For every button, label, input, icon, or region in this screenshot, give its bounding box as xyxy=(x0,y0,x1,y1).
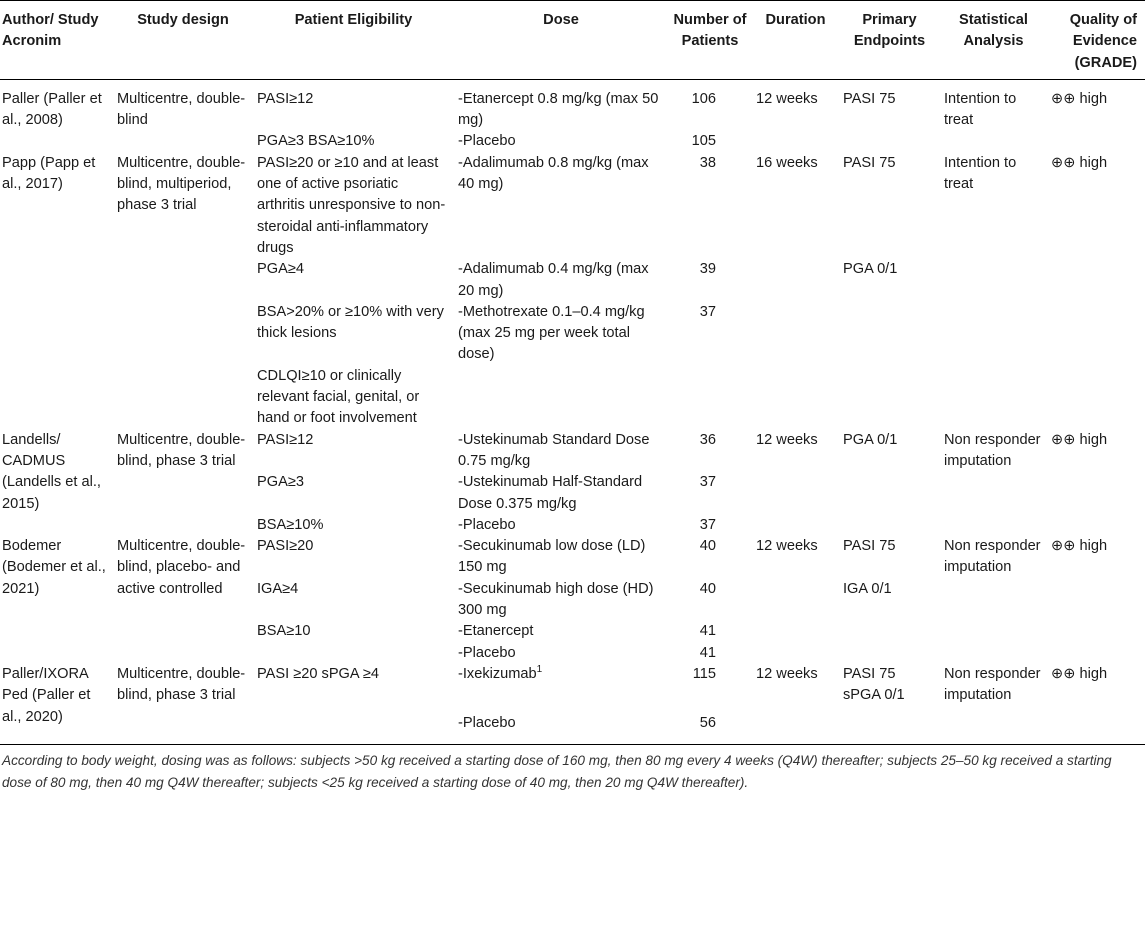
design-cell: Multicentre, double-blind, phase 3 trial xyxy=(117,665,246,704)
patients-cell: 105 xyxy=(691,133,716,150)
dose-cell: -Adalimumab 0.4 mg/kg (max 20 mg) xyxy=(458,261,649,299)
footnote: According to body weight, dosing was as follows: subjects >50 kg received a starting dose of 160 mg, then 80 mg every 4 weeks (Q4W) thereafter; subjects 25–50 kg received a starting dose of 80 mg, then 40 mg Q4W thereafter; subjects <25 kg received a starting dose of 40 mg, then 20 mg Q4W thereafter). xyxy=(2,753,1112,790)
grade-cell: ⊕⊕ high xyxy=(1051,154,1108,171)
endpoint-cell: PASI 75 xyxy=(843,538,896,555)
endpoint-cell: PASI 75 xyxy=(843,154,896,171)
dose-cell: -Ustekinumab Half-Standard Dose 0.375 mg/kg xyxy=(458,474,643,512)
eligibility-cell xyxy=(253,643,454,664)
footnote-marker: 1 xyxy=(536,664,543,676)
col-header-design: Study design xyxy=(113,1,253,80)
statistics-cell: Non responder imputation xyxy=(944,665,1041,704)
patients-cell: 37 xyxy=(699,474,716,491)
eligibility-cell: PASI ≥20 sPGA ≥4 xyxy=(257,665,380,682)
dose-cell: -Ustekinumab Standard Dose 0.75 mg/kg xyxy=(458,431,650,469)
table-bottom-rule xyxy=(0,744,1145,745)
duration-cell: 12 weeks xyxy=(756,90,818,107)
eligibility-cell: PGA≥3 xyxy=(257,474,304,491)
eligibility-cell: PASI≥12 xyxy=(257,90,314,107)
endpoint-cell xyxy=(839,515,940,536)
duration-cell: 12 weeks xyxy=(756,538,818,555)
statistics-cell: Intention to treat xyxy=(944,90,1017,129)
endpoint-cell xyxy=(839,621,940,642)
endpoint-cell: PASI 75 sPGA 0/1 xyxy=(843,665,905,704)
patients-cell xyxy=(668,366,752,430)
col-header-author: Author/ Study Acronim xyxy=(0,1,113,80)
design-cell: Multicentre, double-blind, multiperiod, phase 3 trial xyxy=(117,154,246,214)
patients-cell: 40 xyxy=(699,538,716,555)
dose-cell xyxy=(454,664,668,707)
patients-cell: 39 xyxy=(699,261,716,278)
dose-cell: -Secukinumab low dose (LD) 150 mg xyxy=(458,538,646,576)
endpoint-cell xyxy=(839,302,940,366)
patients-cell: 36 xyxy=(699,431,716,448)
endpoint-cell xyxy=(839,707,940,744)
design-cell: Multicentre, double-blind xyxy=(117,90,246,129)
author-cell: Papp (Papp et al., 2017) xyxy=(2,154,96,193)
endpoint-cell: PGA 0/1 xyxy=(843,261,898,278)
patients-cell: 40 xyxy=(699,580,716,597)
endpoint-cell xyxy=(839,643,940,664)
col-header-duration: Duration xyxy=(752,1,839,80)
col-header-patients: Number of Patients xyxy=(668,1,752,80)
eligibility-cell: PASI≥20 or ≥10 and at least one of active psoriatic arthritis unresponsive to non-steroidal anti-inflammatory drugs xyxy=(257,154,446,256)
patients-cell: 41 xyxy=(699,623,716,640)
author-cell: Bodemer (Bodemer et al., 2021) xyxy=(2,538,106,597)
duration-cell: 16 weeks xyxy=(756,154,818,171)
patients-cell: 106 xyxy=(691,90,716,107)
dose-cell xyxy=(454,366,668,430)
col-header-statistics: Statistical Analysis xyxy=(940,1,1047,80)
eligibility-cell: IGA≥4 xyxy=(257,580,299,597)
eligibility-cell: PASI≥20 xyxy=(257,538,314,555)
dose-cell: -Secukinumab high dose (HD) 300 mg xyxy=(458,580,654,619)
dose-cell: -Etanercept xyxy=(458,623,534,640)
endpoint-cell: IGA 0/1 xyxy=(843,580,892,597)
header-row xyxy=(0,1,1145,80)
eligibility-cell: BSA>20% or ≥10% with very thick lesions xyxy=(257,303,444,342)
table-row xyxy=(0,430,1145,473)
eligibility-cell: PGA≥4 xyxy=(257,261,304,278)
patients-cell: 41 xyxy=(699,644,716,661)
author-cell: Landells/ CADMUS (Landells et al., 2015) xyxy=(2,431,101,512)
duration-cell: 12 weeks xyxy=(756,665,818,682)
patients-cell: 115 xyxy=(692,665,716,682)
eligibility-cell: PASI≥12 xyxy=(257,431,314,448)
author-cell: Paller/IXORA Ped (Paller et al., 2020) xyxy=(2,665,91,725)
dose-text: -Ixekizumab xyxy=(458,665,537,682)
statistics-cell: Non responder imputation xyxy=(944,431,1041,469)
col-header-grade: Quality of Evidence (GRADE) xyxy=(1047,1,1145,80)
table-row xyxy=(0,153,1145,259)
patients-cell: 38 xyxy=(699,154,716,171)
duration-cell: 12 weeks xyxy=(756,431,818,448)
eligibility-cell: PGA≥3 BSA≥10% xyxy=(257,133,375,150)
patients-cell: 56 xyxy=(699,714,716,731)
design-cell: Multicentre, double-blind, placebo- and active controlled xyxy=(117,538,246,597)
col-header-eligibility: Patient Eligibility xyxy=(253,1,454,80)
endpoint-cell: PGA 0/1 xyxy=(843,431,898,448)
table-row xyxy=(0,79,1145,131)
patients-cell: 37 xyxy=(699,516,716,533)
dose-cell: -Placebo xyxy=(458,516,516,533)
design-cell: Multicentre, double-blind, phase 3 trial xyxy=(117,431,246,469)
dose-cell: -Placebo xyxy=(458,714,516,731)
grade-cell: ⊕⊕ high xyxy=(1051,538,1108,555)
endpoint-cell xyxy=(839,366,940,430)
table-row xyxy=(0,536,1145,579)
eligibility-cell: CDLQI≥10 or clinically relevant facial, genital, or hand or foot involvement xyxy=(257,367,420,427)
statistics-cell: Intention to treat xyxy=(944,154,1017,193)
table-row xyxy=(0,664,1145,707)
endpoint-cell xyxy=(839,131,940,152)
col-header-endpoints: Primary Endpoints xyxy=(839,1,940,80)
eligibility-cell xyxy=(253,707,454,744)
grade-cell: ⊕⊕ high xyxy=(1051,90,1108,107)
grade-cell: ⊕⊕ high xyxy=(1051,431,1108,448)
author-cell: Paller (Paller et al., 2008) xyxy=(2,90,102,129)
patients-cell: 37 xyxy=(699,303,716,320)
statistics-cell: Non responder imputation xyxy=(944,538,1041,576)
dose-cell: -Etanercept 0.8 mg/kg (max 50 mg) xyxy=(458,90,659,129)
dose-cell: -Adalimumab 0.8 mg/kg (max 40 mg) xyxy=(458,154,649,193)
grade-cell: ⊕⊕ high xyxy=(1051,665,1108,682)
eligibility-cell: BSA≥10 xyxy=(257,623,311,640)
eligibility-cell: BSA≥10% xyxy=(257,516,324,533)
dose-cell: -Methotrexate 0.1–0.4 mg/kg (max 25 mg per week total dose) xyxy=(458,303,645,363)
dose-cell: -Placebo xyxy=(458,644,516,661)
dose-cell: -Placebo xyxy=(458,133,516,150)
col-header-dose: Dose xyxy=(454,1,668,80)
endpoint-cell xyxy=(839,472,940,515)
endpoint-cell: PASI 75 xyxy=(843,90,896,107)
